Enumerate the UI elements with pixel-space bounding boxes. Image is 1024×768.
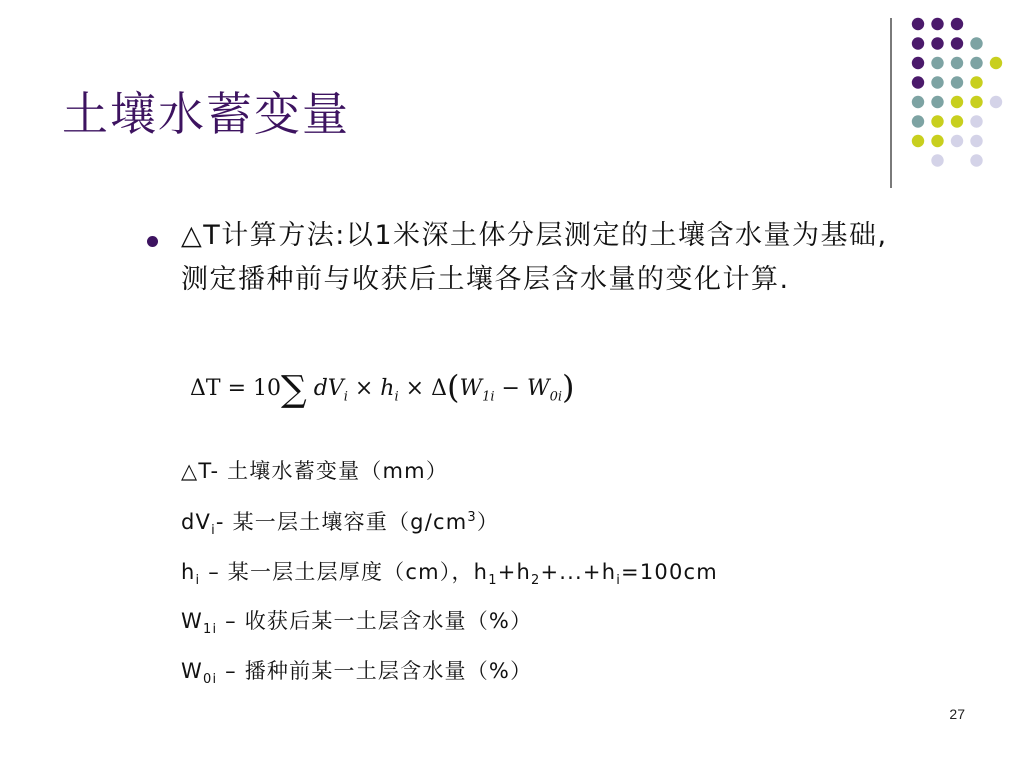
def-h-plus1: +h (497, 560, 531, 584)
def-h-end: =100cm (621, 560, 718, 584)
formula-delta: Δ (431, 376, 447, 401)
definition-w1 (181, 605, 532, 637)
formula-times-1: × (354, 376, 374, 401)
formula-open-paren: ( (446, 368, 460, 406)
formula-dv-sub: i (343, 389, 348, 405)
vertical-divider (890, 18, 892, 188)
def-w1-rest: – 收获后某一土层含水量（%） (217, 609, 533, 633)
decor-dot (951, 115, 963, 127)
decor-dot (970, 96, 982, 108)
formula-w0-sub: 0i (549, 389, 563, 405)
formula-w1: W (459, 376, 483, 401)
decor-dot (951, 76, 963, 88)
def-h-sub1: 1 (488, 573, 498, 589)
decor-dot (951, 96, 963, 108)
def-dv-rest: - 某一层土壤容重（g/cm (215, 510, 468, 534)
def-h-subi: i (616, 573, 622, 589)
slide-title: 土壤水蓄变量 (62, 87, 350, 141)
formula-sum: ∑ (281, 369, 307, 410)
decor-dot (970, 115, 982, 127)
definition-dv (181, 506, 499, 538)
decor-dot (931, 96, 943, 108)
formula-times-2: × (405, 376, 425, 401)
def-dv-main: dV (181, 510, 212, 534)
definition-h (181, 556, 718, 588)
decor-dot (970, 135, 982, 147)
decor-dot (970, 57, 982, 69)
bullet-text: △T计算方法:以1米深土体分层测定的土壤含水量为基础, 测定播种前与收获后土壤各层含水量的变化计算. (181, 220, 888, 295)
def-h-sub2: 2 (531, 573, 541, 589)
decor-dot (951, 135, 963, 147)
formula-w1-sub: 1i (482, 389, 495, 405)
decor-dot (912, 57, 924, 69)
decor-dot (951, 18, 963, 30)
def-h-main: h (181, 560, 196, 584)
decor-dot (912, 96, 924, 108)
decor-dot (931, 18, 943, 30)
def-dv-end: ） (476, 510, 500, 534)
def-w0-sub: 0i (202, 672, 218, 688)
decor-dot (912, 115, 924, 127)
def-h-rest: – 某一层土层厚度（cm），h (200, 560, 489, 584)
def-w0-rest: – 播种前某一土层含水量（%） (217, 659, 533, 683)
decor-dot (931, 76, 943, 88)
decor-dot (931, 115, 943, 127)
decor-dot (931, 57, 943, 69)
decor-dot (931, 154, 943, 166)
definition-w0 (181, 655, 532, 687)
formula-minus: − (501, 376, 520, 401)
decor-dot (912, 37, 924, 49)
def-w1-main: W (181, 609, 203, 633)
formula-w0: W (526, 376, 550, 401)
decor-dot (912, 76, 924, 88)
definition-delta-t: △T- 土壤水蓄变量（mm） (181, 459, 449, 483)
def-dv-sup: 3 (467, 510, 477, 525)
decor-dot (931, 135, 943, 147)
def-w1-sub: 1i (202, 622, 218, 638)
formula-coef: 10 (253, 376, 281, 401)
bullet-dot (147, 236, 158, 247)
decor-dot (970, 37, 982, 49)
def-h-plus2: +...+h (540, 560, 617, 584)
decor-dot (951, 57, 963, 69)
formula-lhs: ΔT (190, 376, 221, 401)
decor-dot (990, 96, 1002, 108)
formula-h: h (380, 376, 395, 401)
decor-dot (990, 57, 1002, 69)
decor-dot (951, 37, 963, 49)
def-dv-sub: i (211, 523, 216, 539)
formula (190, 368, 575, 410)
formula-equals: = (227, 376, 246, 401)
page-number: 27 (949, 706, 965, 722)
decor-dot (912, 135, 924, 147)
decor-dot (970, 76, 982, 88)
formula-h-sub: i (394, 389, 399, 405)
formula-dv: dV (313, 376, 344, 401)
decor-dot (912, 18, 924, 30)
def-w0-main: W (181, 659, 203, 683)
def-h-sub: i (195, 573, 201, 589)
formula-close-paren: ) (562, 368, 575, 406)
decor-dot (931, 37, 943, 49)
decor-dot (970, 154, 982, 166)
